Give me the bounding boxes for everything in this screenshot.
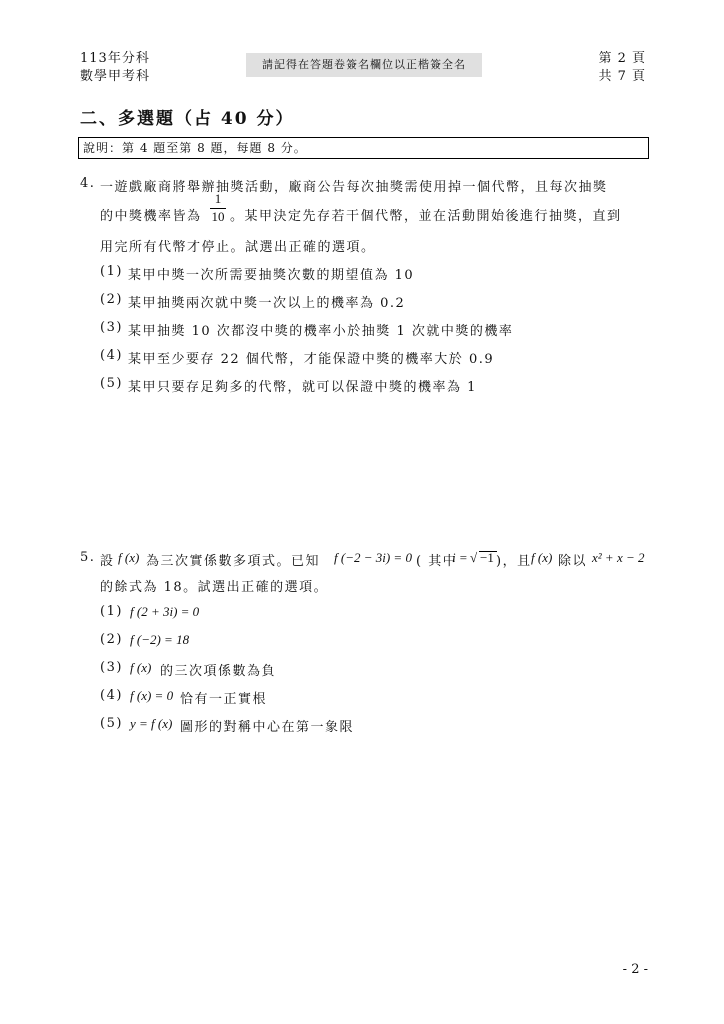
sqrt-symbol: √ <box>470 550 478 565</box>
q5-option-5-math: y = f (x) <box>130 716 173 731</box>
page-label: 第 2 頁 <box>598 51 646 66</box>
total-pages-label: 共 7 頁 <box>598 69 646 84</box>
fraction-numerator: 1 <box>214 191 222 206</box>
q5-text-2: 為三次實係數多項式。已知 <box>146 554 321 569</box>
q4-option-5-label: (5) <box>100 376 123 391</box>
q5-option-3-label: (3) <box>100 660 123 675</box>
q4-number: 4. <box>80 176 96 191</box>
q4-option-3-label: (3) <box>100 320 123 335</box>
q5-text-4: )，且 <box>496 554 532 569</box>
q5-option-4-text: 恰有一正實根 <box>180 692 268 707</box>
q4-line2-pre: 的中獎機率皆為 <box>100 209 202 224</box>
q5-fx-2: f (x) <box>531 550 553 565</box>
q5-option-2-math: f (−2) = 18 <box>130 632 190 647</box>
q4-option-3-text: 某甲抽獎 10 次都沒中獎的機率小於抽獎 1 次就中獎的機率 <box>128 324 514 339</box>
q4-option-1-label: (1) <box>100 264 123 279</box>
q5-option-3-math: f (x) <box>130 660 152 675</box>
section-title: 二、多選題（占 40 分） <box>80 109 295 129</box>
q4-line2-post: 。某甲決定先存若干個代幣，並在活動開始後進行抽獎，直到 <box>230 209 622 224</box>
q4-option-4-label: (4) <box>100 348 123 363</box>
q5-root-equation: f (−2 − 3i) = 0 <box>334 550 412 565</box>
q5-fx: f (x) <box>118 550 140 565</box>
q5-option-1-label: (1) <box>100 604 123 619</box>
q5-number: 5. <box>80 550 96 565</box>
subject-name: 數學甲考科 <box>80 69 151 84</box>
q5-text-5: 除以 <box>558 554 588 569</box>
q4-option-2-text: 某甲抽獎兩次就中獎一次以上的機率為 0.2 <box>128 296 406 311</box>
q5-option-3-text: 的三次項係數為負 <box>160 664 277 679</box>
q5-radicand: −1 <box>480 550 494 565</box>
q5-option-4-label: (4) <box>100 688 123 703</box>
q5-text-3: ( 其中 <box>416 554 458 569</box>
signature-notice: 請記得在答題卷簽名欄位以正楷簽全名 <box>246 53 482 77</box>
q5-option-5-text: 圖形的對稱中心在第一象限 <box>180 720 355 735</box>
q4-option-5-text: 某甲只要存足夠多的代幣，就可以保證中獎的機率為 1 <box>128 380 477 395</box>
fraction-denominator: 10 <box>211 209 225 224</box>
page-number: - 2 - <box>622 962 648 977</box>
q4-line3: 用完所有代幣才停止。試選出正確的選項。 <box>100 240 376 255</box>
q5-divisor-polynomial: x² + x − 2 <box>592 550 645 565</box>
q5-option-1-math: f (2 + 3i) = 0 <box>130 604 200 619</box>
q5-text-1: 設 <box>100 554 115 569</box>
probability-fraction <box>208 192 228 224</box>
q4-option-1-text: 某甲中獎一次所需要抽獎次數的期望值為 10 <box>128 268 415 283</box>
fraction-bar <box>210 208 226 209</box>
q5-line2: 的餘式為 18。試選出正確的選項。 <box>100 580 329 595</box>
instruction-box: 說明：第 4 題至第 8 題，每題 8 分。 <box>78 137 649 159</box>
q5-option-2-label: (2) <box>100 632 123 647</box>
q4-option-4-text: 某甲至少要存 22 個代幣，才能保證中獎的機率大於 0.9 <box>128 352 495 367</box>
q5-option-4-math: f (x) = 0 <box>130 688 174 703</box>
q5-option-5-label: (5) <box>100 716 123 731</box>
q4-option-2-label: (2) <box>100 292 123 307</box>
q4-line1: 一遊戲廠商將舉辦抽獎活動，廠商公告每次抽獎需使用掉一個代幣，且每次抽獎 <box>100 180 608 195</box>
exam-year: 113年分科 <box>80 51 150 66</box>
q5-i-equals: i = <box>452 550 468 565</box>
